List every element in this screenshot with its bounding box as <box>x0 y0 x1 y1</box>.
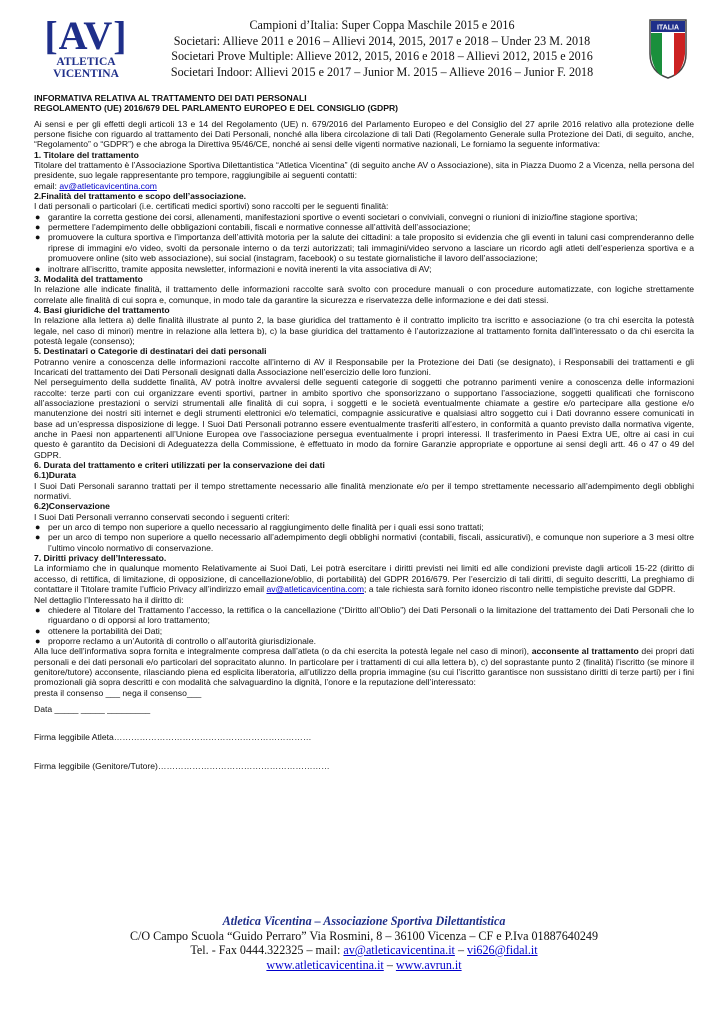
athlete-signature[interactable]: Firma leggibile Atleta…………………………………………………………… <box>34 732 312 743</box>
footer-mail-link[interactable]: av@atleticavicentina.it <box>343 943 455 957</box>
section-7-title: 7. Diritti privacy dell’Interessato. <box>34 553 167 564</box>
bullet-icon: ● <box>35 222 41 233</box>
bullet-icon: ● <box>35 232 41 243</box>
section-1-email <box>34 181 694 191</box>
site-link[interactable]: www.atleticavicentina.it <box>266 957 384 972</box>
title-line: Societari Indoor: Allievi 2015 e 2017 – Junior M. 2015 – Allieve 2016 – Junior F. 2018 <box>170 65 594 80</box>
footer <box>34 914 694 972</box>
section-3-title: 3. Modalità del trattamento <box>34 273 143 284</box>
footer-fidal-link[interactable]: vi626@fidal.it <box>467 943 538 957</box>
footer-address: C/O Campo Scuola “Guido Perraro” Via Rosmini, 8 – 36100 Vicenza – CF e P.Iva 01887640249 <box>129 928 599 943</box>
footer-contacts: Tel. - Fax 0444.322325 – mail: av@atleticavicentina.it – vi626@fidal.it <box>190 943 538 957</box>
bullet-icon: ● <box>35 625 41 636</box>
bullet-icon: ● <box>35 532 41 543</box>
list-item: ● per un arco di tempo non superiore a quello necessario al raggiungimento delle finalità per i quali essi sono trattati; <box>35 522 484 533</box>
doc-subtitle: REGOLAMENTO (UE) 2016/679 DEL PARLAMENTO EUROPEO E DEL CONSIGLIO (GDPR) <box>34 103 399 114</box>
logo-mark: [AV] <box>44 13 128 58</box>
privacy-email-link[interactable]: av@atleticavicentina.com <box>266 584 365 595</box>
avrun-link[interactable]: www.avrun.it <box>395 957 462 972</box>
section-4-text: In relazione alla lettera a) delle finalità illustrate al punto 2, la base giuridica del trattamento è il contratto implicito tra iscritto e associazione (o tra chi esercita la potestà legale, nel caso di minori) mentre in relazione alla lettera b), c) la base giuridica del trattamento è l’autorizzazione al trattamento fornita dall’interessato o da chi esercita la potestà legale (consenso); <box>34 315 694 346</box>
section-2-text: I dati personali o particolari (i.e. certificati medici sportivi) sono raccolti per le seguenti finalità: <box>34 201 389 212</box>
doc-title: INFORMATIVA RELATIVA AL TRATTAMENTO DEI DATI PERSONALI <box>34 93 307 103</box>
section-7-list <box>34 605 694 646</box>
section-3-text: In relazione alle indicate finalità, il trattamento delle informazioni raccolte sarà svolto con procedure manuali o con procedure automatizzate, con logiche strettamente correlate alle finalità di cui sopra e, comunque, in modo tale da garantire la sicurezza e riservatezza delle informazione e dei dati stessi. <box>34 284 694 305</box>
list-item: ● inoltrare all’iscritto, tramite apposita newsletter, informazioni e novità inerenti la vita associativa di AV; <box>35 263 432 274</box>
av-logo <box>30 13 142 80</box>
guardian-signature[interactable]: Firma leggibile (Genitore/Tutore)…………………………………………………… <box>34 760 330 771</box>
bullet-icon: ● <box>35 263 41 274</box>
list-item: ● garantire la corretta gestione dei corsi, allenamenti, manifestazioni sportive o eventi societari o conviviali, convegni o riunioni di inizio/fine stagione sportiva; <box>35 211 638 222</box>
title-line: Societari: Allieve 2011 e 2016 – Allievi 2014, 2015, 2017 e 2018 – Under 23 M. 2018 <box>173 33 591 48</box>
section-1-title: 1. Titolare del trattamento <box>34 149 139 160</box>
titles-list <box>142 18 622 81</box>
section-5-text: Potranno venire a conoscenza delle informazioni raccolte all’interno di AV il Responsabile per la Protezione dei Dati (se designato), i Responsabili dei trattamenti e gli Incaricati del trattamento dei Dati Personali designati dalla Associazione nell’esercizio delle loro funzioni. <box>34 356 694 377</box>
bullet-icon: ● <box>35 604 41 615</box>
section-6-title: 6. Durata del trattamento e criteri utilizzati per la conservazione dei dati <box>34 460 325 471</box>
section-6-1-text: I Suoi Dati Personali saranno trattati per il tempo strettamente necessario alle finalità menzionate e/o per il tempo strettamente necessario all’adempimento degli obblighi normativi. <box>34 480 694 502</box>
section-1-text: Titolare del trattamento è l’Associazione Sportiva Dilettantistica “Atletica Vicentina” (di seguito anche AV o Associazione), sita in Piazza Duomo 2 a Vicenza, nella persona del presidente, suo legale rappresentante pro tempore, raggiungibile ai seguenti contatti: <box>34 160 694 181</box>
section-7-text: La informiamo che in qualunque momento Relativamente ai Suoi Dati, Lei potrà esercitare i diritti previsti nei limiti ed alle condizioni previste dagli articoli 15-22 (diritto di accesso, di rettifica, di limitazione, di opposizione, di cancellazione/oblio, di portabilità) del GDPR 2016/679. Per l’esercizio di tali diritti, di seguito descritti, La preghiamo di contattare il Titolare tramite l’ufficio Privacy all’indirizzo email av@atleticavicentina.com; a tale richiesta sarà fornito idoneo riscontro nelle tempistiche previste dal GDPR. <box>34 563 694 595</box>
bullet-icon: ● <box>35 635 41 646</box>
title-line: Societari Prove Multiple: Allieve 2012, 2015, 2016 e 2018 – Allievi 2012, 2015 e 2016 <box>171 49 593 64</box>
list-item: ● proporre reclamo a un’Autorità di controllo o all’autorità giurisdizionale. <box>35 635 316 646</box>
logo-sub2: VICENTINA <box>53 68 119 80</box>
bullet-icon: ● <box>35 211 41 222</box>
list-item: ● per un arco di tempo non superiore a quello necessario all’adempimento degli obblighi normativi (contabili, fiscali, assicurativi), e comunque non superiore a 3 mesi oltre l’ultimo vincolo normativo di conservazione. <box>35 532 694 553</box>
bullet-icon: ● <box>35 522 41 533</box>
title-line: Campioni d’Italia: Super Coppa Maschile 2015 e 2016 <box>249 18 515 32</box>
email-label: email: <box>34 180 60 191</box>
section-5-title: 5. Destinatari o Categorie di destinatari dei dati personali <box>34 346 267 357</box>
section-7-text2: Nel dettaglio l’Interessato ha il diritto di: <box>34 594 184 605</box>
section-6-2-list <box>34 522 694 553</box>
section-5-text: Nel perseguimento della suddette finalità, AV potrà inoltre avvalersi delle seguenti categorie di soggetti che potranno parimenti venire a conoscenza delle informazioni raccolte: terze parti con cui organizzare eventi sportivi, partner in ambito sportivo che sponsorizzano o supportano l’associazione, soggetti qualificati che forniscono all’associazione prestazioni o servizi strumentali alle finalità di cui sopra, i soggetti e le società eventualmente chiamate a gestire e/o partecipare alla gestione e/o manutenzione dei nostri siti internet e degli strumenti elettronici e/o telematici, compagnie assicurative e qualsiasi altro soggetto cui i Dati dovranno essere comunicati in base ad un’espressa disposizione di legge. I Suoi Dati Personali potranno essere eventualmente trasferiti all’estero, in conformità a quanto previsto dalla normativa vigente, anche in Paesi non appartenenti all’Unione Europea ove l’associazione persegua eventualmente i propri interessi. Il trasferimento in Paesi Extra UE, oltre ai casi in cui questo è garantito da Decisioni di Adeguatezza della Commissione, è effettuato in modo da fornire Garanzie appropriate e opportune ai sensi degli artt. 46 o 47 o 49 del GDPR. <box>34 377 694 460</box>
shield-label: ITALIA <box>656 24 680 32</box>
list-item: ● permettere l’adempimento delle obbligazioni contabili, fiscali e normative connesse all’attività dell’associazione; <box>35 222 471 233</box>
footer-sites: www.atleticavicentina.it – www.avrun.it <box>266 957 462 972</box>
consent-line[interactable]: presta il consenso ___ nega il consenso___ <box>34 687 202 698</box>
section-2-list <box>34 212 694 274</box>
list-item: ● ottenere la portabilità dei Dati; <box>35 625 163 636</box>
section-6-1-title: 6.1)Durata <box>34 470 77 481</box>
list-item: ● promuovere la cultura sportiva e l’importanza dell’attività motoria per la salute dei cittadini: a tale proposito si evidenzia che gli eventi in taluni casi comprenderanno delle riprese di immagini e/o video, svolti da personale interno o da terzi autorizzati; tali immagini/video servono a lasciare un ricordo agli atleti dell’esperienza sportiva e a promuovere online (sito web associazione), sui social (instagram, facebook) o su testate giornalistiche il lavoro dell’associazione; <box>35 232 694 264</box>
logo-sub1: ATLETICA <box>56 56 116 68</box>
date-line[interactable]: Data _____ _____ _________ <box>34 703 151 714</box>
footer-org: Atletica Vicentina – Associazione Sportiva Dilettantistica <box>222 914 506 928</box>
list-item: ● chiedere al Titolare del Trattamento l’accesso, la rettifica o la cancellazione (“Diritto all’Oblio”) dei Dati Personali o la limitazione del trattamento dei Dati Personali che lo riguardano o di opporsi al loro trattamento; <box>35 604 694 626</box>
email-link[interactable]: av@atleticavicentina.com <box>59 180 157 191</box>
letterhead <box>30 14 694 86</box>
italia-shield-icon <box>648 18 688 80</box>
intro-paragraph: Ai sensi e per gli effetti degli articoli 13 e 14 del Regolamento (UE) n. 679/2016 del Parlamento Europeo e del Consiglio del 27 aprile 2016 relativo alla protezione delle persone fisiche con riguardo al trattamento dei Dati Personali, nonché alla libera circolazione di tali Dati (Regolamento Generale sulla Protezione dei Dati, di seguito, anche, “Regolamento” o “GDPR”) e che abroga la Direttiva 95/46/CE, nonché ai sensi delle vigenti normative nazionali, Le forniamo la seguente informativa: <box>34 118 694 150</box>
privacy-notice <box>34 93 694 789</box>
section-6-2-text: I Suoi Dati Personali verranno conservati secondo i seguenti criteri: <box>34 511 290 522</box>
closing-paragraph: Alla luce dell’informativa sopra fornita e integralmente compresa dall’atleta (o da chi esercita la potestà legale nel caso di minori), acconsente al trattamento dei propri dati personali e dei dati personali e/o particolari del sopracitato alunno. In particolare per i trattamenti di cui alla lettera b), c) del soprastante punto 2 (finalità) l’iscritto (se minore il genitore/tutore) acconsente, rilasciando piena ed esplicita liberatoria, all’utilizzo della propria immagine (su cui l’iscritto garantisce non sussistano diritti di terze parti) per i fini promozionali già sopra descritti e con modalità che salvaguardino la dignità, l’onore e la reputazione dell’interessato: <box>34 646 695 688</box>
signature-block <box>34 704 694 771</box>
section-2-title: 2.Finalità del trattamento e scopo dell’associazione. <box>34 191 247 202</box>
section-6-2-title: 6.2)Conservazione <box>34 501 110 512</box>
section-4-title: 4. Basi giuridiche del trattamento <box>34 304 170 315</box>
